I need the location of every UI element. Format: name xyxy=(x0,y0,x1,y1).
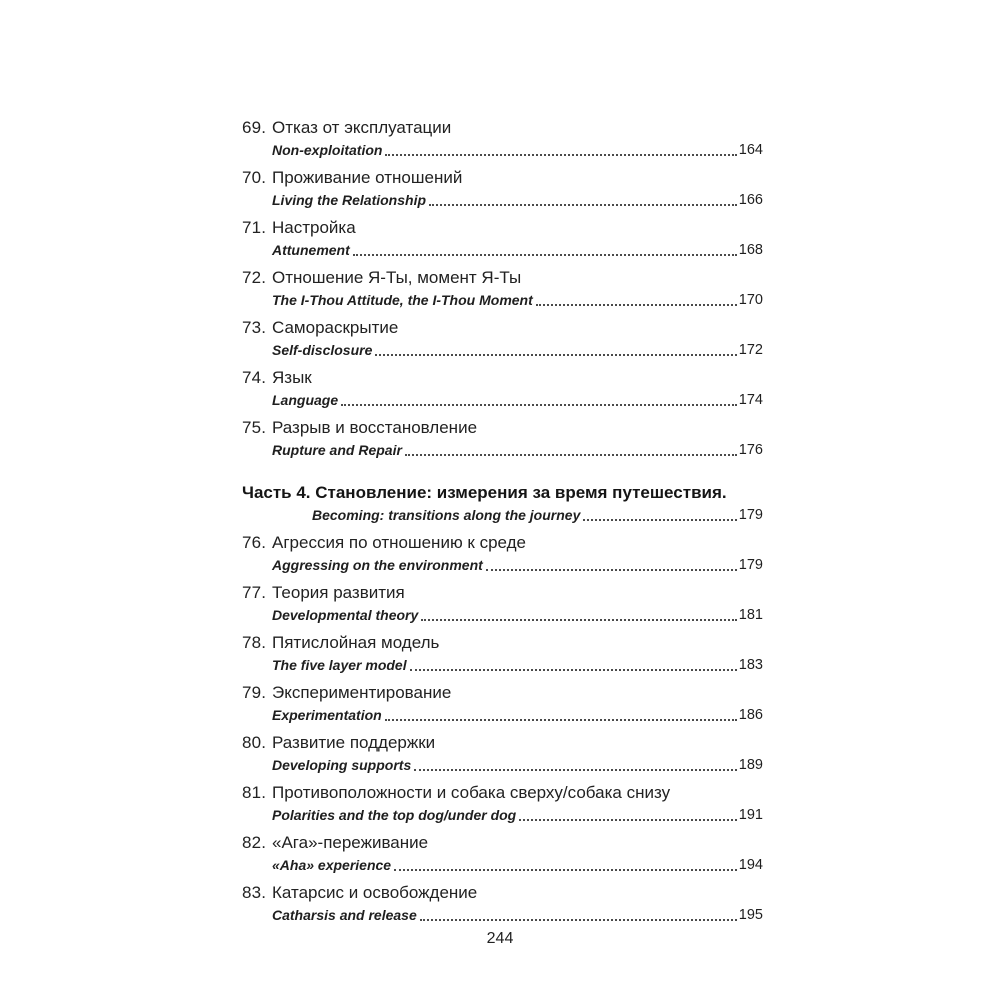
toc-entry-subtitle: Living the Relationship xyxy=(272,192,427,208)
toc-entry-number: 80. xyxy=(242,733,267,752)
toc-section xyxy=(242,481,763,526)
toc-entry-title: Отношение Я-Ты, момент Я-Ты xyxy=(272,268,522,287)
toc-entry-number: 77. xyxy=(242,583,267,602)
toc-entry-subtitle-row xyxy=(272,139,763,161)
toc-entry xyxy=(242,631,763,676)
toc-entry-title-row xyxy=(242,216,763,239)
toc-entry-title: Противоположности и собака сверху/собака снизу xyxy=(272,783,671,802)
dot-leader xyxy=(410,669,737,671)
toc-entry-title: Катарсис и освобождение xyxy=(272,883,478,902)
toc-entry-title: Проживание отношений xyxy=(272,168,463,187)
toc-entry-page-number: 179 xyxy=(738,557,763,573)
toc-entry-title-row xyxy=(242,881,763,904)
toc-entry-page-number: 183 xyxy=(738,657,763,673)
toc-entry-title-row xyxy=(242,681,763,704)
page-number: 244 xyxy=(486,930,514,947)
toc-entry-title: Язык xyxy=(272,368,312,387)
toc-entry xyxy=(242,366,763,411)
toc-entry-number: 75. xyxy=(242,418,267,437)
toc-entry-title-row xyxy=(242,631,763,654)
dot-leader xyxy=(429,204,737,206)
dot-leader xyxy=(421,619,737,621)
toc-entry-number: 72. xyxy=(242,268,267,287)
toc-entry-subtitle: Rupture and Repair xyxy=(272,442,402,458)
toc-entry-subtitle: The five layer model xyxy=(272,657,407,673)
toc-entry-page-number: 172 xyxy=(738,342,763,358)
dot-leader xyxy=(583,519,736,521)
toc-entry xyxy=(242,266,763,311)
toc-entry-subtitle: Non-exploitation xyxy=(272,142,383,158)
toc-entry xyxy=(242,531,763,576)
toc-section-title: Часть 4. Становление: измерения за время путешествия. xyxy=(242,483,727,502)
dot-leader xyxy=(414,769,737,771)
toc-entry-subtitle: Language xyxy=(272,392,339,408)
toc-entry-subtitle: Developing supports xyxy=(272,757,412,773)
dot-leader xyxy=(375,354,736,356)
toc-entry-number: 70. xyxy=(242,168,267,187)
dot-leader xyxy=(394,869,737,871)
toc-entry-title-row xyxy=(242,531,763,554)
toc-entry xyxy=(242,316,763,361)
toc-entry-title-row xyxy=(242,366,763,389)
toc-entry-number: 69. xyxy=(242,118,267,137)
toc-entry xyxy=(242,731,763,776)
toc-entry-title-row xyxy=(242,731,763,754)
toc-entry xyxy=(242,881,763,926)
toc-entry-page-number: 170 xyxy=(738,292,763,308)
toc-entry-subtitle: Developmental theory xyxy=(272,607,419,623)
toc-entry-page-number: 168 xyxy=(738,242,763,258)
toc-entry xyxy=(242,416,763,461)
toc-entry-subtitle: Self-disclosure xyxy=(272,342,373,358)
dot-leader xyxy=(536,304,737,306)
dot-leader xyxy=(405,454,737,456)
toc-entry-subtitle-row xyxy=(272,704,763,726)
dot-leader xyxy=(519,819,737,821)
toc-entry-number: 76. xyxy=(242,533,267,552)
toc-entry-subtitle-row xyxy=(272,854,763,876)
toc-entry-subtitle-row xyxy=(272,804,763,826)
toc-entry-number: 82. xyxy=(242,833,267,852)
toc-entry-page-number: 186 xyxy=(738,707,763,723)
dot-leader xyxy=(341,404,737,406)
toc-entry-title: Настройка xyxy=(272,218,356,237)
toc-entry-title: Экспериментирование xyxy=(272,683,452,702)
toc-entry-subtitle-row xyxy=(272,289,763,311)
toc-entry-page-number: 191 xyxy=(738,807,763,823)
toc-entry xyxy=(242,166,763,211)
toc-entry-page-number: 174 xyxy=(738,392,763,408)
toc-entry-title: Самораскрытие xyxy=(272,318,399,337)
toc-entry-number: 74. xyxy=(242,368,267,387)
toc-entry-title: Отказ от эксплуатации xyxy=(272,118,452,137)
toc-entry-title-row xyxy=(242,116,763,139)
toc-entry-subtitle: «Aha» experience xyxy=(272,857,392,873)
table-of-contents xyxy=(242,116,763,931)
toc-entry-title-row xyxy=(242,781,763,804)
dot-leader xyxy=(353,254,737,256)
toc-entry xyxy=(242,781,763,826)
toc-entry xyxy=(242,831,763,876)
toc-entry-number: 79. xyxy=(242,683,267,702)
toc-entry-number: 78. xyxy=(242,633,267,652)
toc-entry-page-number: 176 xyxy=(738,442,763,458)
toc-entry-number: 73. xyxy=(242,318,267,337)
toc-entry xyxy=(242,116,763,161)
toc-entry-page-number: 189 xyxy=(738,757,763,773)
dot-leader xyxy=(420,919,737,921)
toc-entry-subtitle-row xyxy=(272,439,763,461)
toc-entry-subtitle: The I-Thou Attitude, the I-Thou Moment xyxy=(272,292,533,308)
toc-entry xyxy=(242,681,763,726)
toc-entry-subtitle-row xyxy=(272,604,763,626)
toc-entry-subtitle: Aggressing on the environment xyxy=(272,557,483,573)
toc-entry-title: Развитие поддержки xyxy=(272,733,436,752)
toc-entry-subtitle-row xyxy=(272,239,763,261)
toc-entry-subtitle: Catharsis and release xyxy=(272,907,417,923)
toc-entry-title: Пятислойная модель xyxy=(272,633,440,652)
toc-entry-title-row xyxy=(242,266,763,289)
toc-entry-title: Агрессия по отношению к среде xyxy=(272,533,526,552)
toc-entry-title-row xyxy=(242,316,763,339)
toc-entry-title: Разрыв и восстановление xyxy=(272,418,478,437)
toc-entry-title-row xyxy=(242,166,763,189)
toc-entry-page-number: 181 xyxy=(738,607,763,623)
toc-entry xyxy=(242,581,763,626)
toc-entry-subtitle: Experimentation xyxy=(272,707,382,723)
toc-entry-title-row xyxy=(242,581,763,604)
toc-entry-subtitle: Attunement xyxy=(272,242,350,258)
toc-entry-subtitle-row xyxy=(272,189,763,211)
toc-entry-subtitle-row xyxy=(272,754,763,776)
toc-entry-subtitle-row xyxy=(272,904,763,926)
dot-leader xyxy=(385,719,737,721)
toc-entry-title-row xyxy=(242,831,763,854)
toc-entry xyxy=(242,216,763,261)
toc-entry-page-number: 166 xyxy=(738,192,763,208)
toc-entry-subtitle-row xyxy=(272,654,763,676)
toc-entry-title-row xyxy=(242,416,763,439)
toc-section-subtitle-row xyxy=(312,504,763,526)
toc-entry-number: 83. xyxy=(242,883,267,902)
toc-section-subtitle: Becoming: transitions along the journey xyxy=(312,507,581,523)
toc-entry-subtitle-row xyxy=(272,339,763,361)
toc-entry-title: «Ага»-переживание xyxy=(272,833,429,852)
toc-entry-number: 81. xyxy=(242,783,267,802)
toc-entry-subtitle-row xyxy=(272,389,763,411)
dot-leader xyxy=(486,569,737,571)
toc-entry-number: 71. xyxy=(242,218,267,237)
toc-entry-page-number: 194 xyxy=(738,857,763,873)
toc-entry-title: Теория развития xyxy=(272,583,405,602)
toc-entry-page-number: 195 xyxy=(738,907,763,923)
dot-leader xyxy=(385,154,736,156)
toc-entry-page-number: 164 xyxy=(738,142,763,158)
toc-entry-subtitle: Polarities and the top dog/under dog xyxy=(272,807,517,823)
toc-entry-subtitle-row xyxy=(272,554,763,576)
toc-section-page-number: 179 xyxy=(738,507,763,523)
